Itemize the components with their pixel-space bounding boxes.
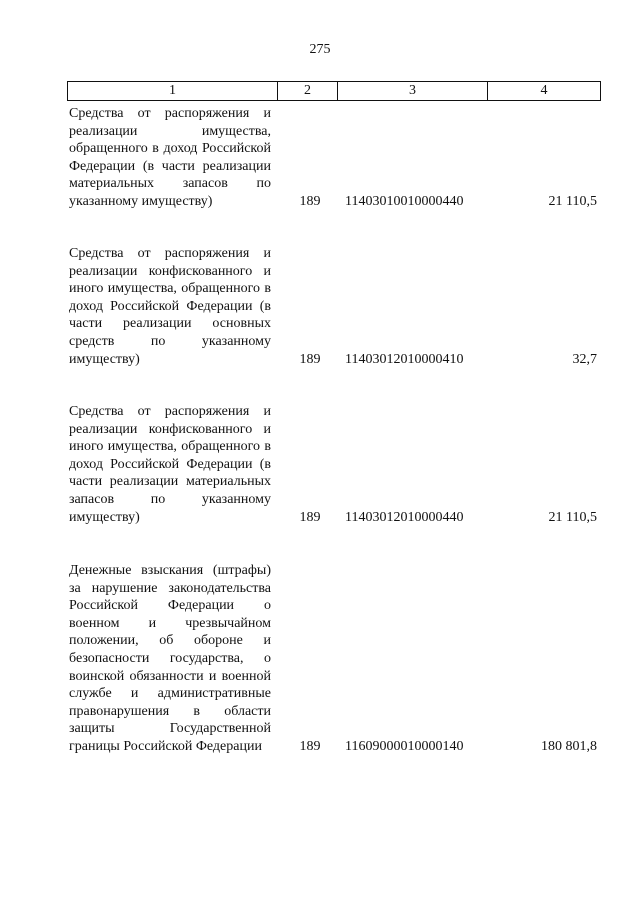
- row-description: Средства от распоряжения и реализации конфискованного и иного имущества, обращенного в доход Российской Федерации (в части реализации основных средств по указанному имуществу): [69, 246, 271, 367]
- row-kbk-code: 11403010010000440: [345, 193, 464, 209]
- page-number: 275: [309, 42, 331, 57]
- row-amount: 180 801,8: [541, 738, 597, 754]
- row-amount: 32,7: [572, 351, 597, 367]
- row-admin-code: 189: [299, 351, 321, 367]
- row-kbk-code: 11403012010000410: [345, 351, 464, 367]
- row-description: Средства от распоряжения и реализации имущества, обращенного в доход Российской Федерации (в части реализации материальных запасов по указанному имуществу): [69, 106, 271, 209]
- row-description: Средства от распоряжения и реализации конфискованного и иного имущества, обращенного в доход Российской Федерации (в части реализации материальных запасов по указанному имуществу): [69, 404, 271, 525]
- row-kbk-code: 11403012010000440: [345, 509, 464, 525]
- row-amount: 21 110,5: [548, 193, 597, 209]
- header-col-1: 1: [68, 82, 278, 100]
- row-description: Денежные взыскания (штрафы) за нарушение законодательства Российской Федерации о военном и чрезвычайном положении, об обороне и безопасности государства, о воинской обязанности и военной службе и административные правонарушения в области защиты Государственной границы Российской Федерации: [69, 563, 271, 754]
- header-col-3: 3: [338, 82, 488, 100]
- table-header-row: [67, 81, 601, 101]
- row-kbk-code: 11609000010000140: [345, 738, 464, 754]
- row-admin-code: 189: [299, 509, 321, 525]
- table-row: [67, 245, 601, 368]
- row-admin-code: 189: [299, 193, 321, 209]
- table-row: [67, 562, 601, 756]
- row-amount: 21 110,5: [548, 509, 597, 525]
- header-col-4: 4: [540, 83, 548, 98]
- header-col-2: 2: [278, 82, 338, 100]
- table-row: [67, 105, 601, 211]
- row-admin-code: 189: [299, 738, 321, 754]
- table-row: [67, 403, 601, 526]
